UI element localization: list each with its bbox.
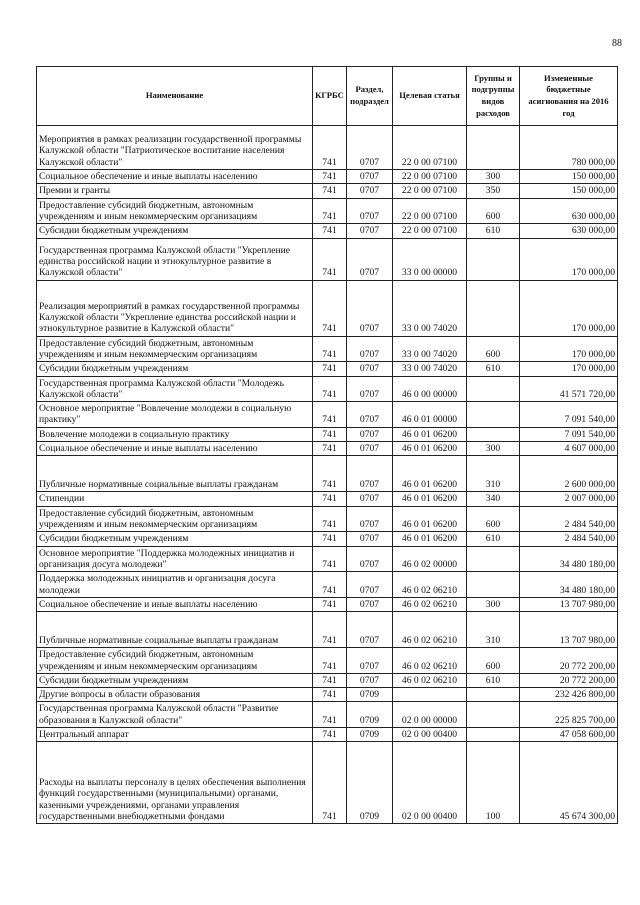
cell-section: 0707 [347,184,393,198]
cell-group: 600 [467,336,520,362]
table-row [37,728,618,742]
cell-amount: 150 000,00 [520,170,618,184]
cell-name: Социальное обеспечение и иные выплаты населению [37,170,313,184]
table-row [37,376,618,402]
cell-amount: 20 772 200,00 [520,673,618,687]
cell-kgrbs: 741 [313,184,347,198]
cell-group [467,126,520,170]
cell-kgrbs: 741 [313,224,347,238]
table-row [37,362,618,376]
cell-section: 0707 [347,198,393,224]
cell-section: 0707 [347,597,393,611]
cell-kgrbs: 741 [313,402,347,428]
cell-target: 33 0 00 74020 [393,280,467,336]
cell-amount: 47 058 600,00 [520,728,618,742]
cell-kgrbs: 741 [313,238,347,280]
cell-group [467,728,520,742]
cell-group: 610 [467,532,520,546]
cell-target: 33 0 00 00000 [393,238,467,280]
cell-name: Стипендии [37,492,313,506]
cell-section: 0707 [347,572,393,598]
table-row [37,492,618,506]
cell-target: 46 0 01 06200 [393,442,467,456]
cell-name: Основное мероприятие "Вовлечение молодежи в социальную практику" [37,402,313,428]
cell-target: 22 0 00 07100 [393,198,467,224]
cell-group [467,376,520,402]
cell-section: 0707 [347,456,393,492]
cell-amount: 225 825 700,00 [520,702,618,728]
cell-kgrbs: 741 [313,673,347,687]
cell-group: 610 [467,673,520,687]
cell-kgrbs: 741 [313,742,347,824]
table-row [37,612,618,648]
cell-kgrbs: 741 [313,728,347,742]
cell-name: Вовлечение молодежи в социальную практику [37,427,313,441]
cell-target: 46 0 01 06200 [393,492,467,506]
cell-name: Субсидии бюджетным учреждениям [37,673,313,687]
cell-target: 46 0 01 06200 [393,532,467,546]
cell-target: 46 0 02 06210 [393,648,467,674]
cell-kgrbs: 741 [313,688,347,702]
cell-section: 0709 [347,702,393,728]
cell-name: Государственная программа Калужской области "Молодежь Калужской области" [37,376,313,402]
cell-section: 0707 [347,612,393,648]
table-row [37,280,618,336]
cell-target: 02 0 00 00400 [393,728,467,742]
cell-name: Реализация мероприятий в рамках государственной программы Калужской области "Укрепление единства российской нации и этнокультурное развитие в Калужской области" [37,280,313,336]
cell-kgrbs: 741 [313,492,347,506]
cell-group: 300 [467,442,520,456]
header-name: Наименование [37,67,313,126]
cell-kgrbs: 741 [313,572,347,598]
cell-section: 0707 [347,224,393,238]
table-row [37,427,618,441]
cell-kgrbs: 741 [313,456,347,492]
table-row [37,572,618,598]
table-row [37,688,618,702]
cell-group [467,572,520,598]
table-row [37,224,618,238]
cell-target: 22 0 00 07100 [393,184,467,198]
cell-kgrbs: 741 [313,648,347,674]
cell-target: 46 0 01 06200 [393,506,467,532]
table-row [37,648,618,674]
cell-group: 610 [467,224,520,238]
cell-section: 0709 [347,742,393,824]
cell-group [467,427,520,441]
cell-kgrbs: 741 [313,546,347,572]
cell-kgrbs: 741 [313,702,347,728]
cell-kgrbs: 741 [313,280,347,336]
cell-name: Предоставление субсидий бюджетным, автономным учреждениям и иным некоммерческим организациям [37,198,313,224]
cell-section: 0707 [347,336,393,362]
cell-name: Предоставление субсидий бюджетным, автономным учреждениям и иным некоммерческим организациям [37,506,313,532]
cell-name: Расходы на выплаты персоналу в целях обеспечения выполнения функций государственными (муниципальными) органами, казенными учреждениями, органами управления государственными внебюджетными фондами [37,742,313,824]
cell-group [467,546,520,572]
cell-name: Государственная программа Калужской области "Укрепление единства российской нации и этнокультурное развитие в Калужской области" [37,238,313,280]
table-row [37,673,618,687]
cell-name: Основное мероприятие "Поддержка молодежных инициатив и организация досуга молодежи" [37,546,313,572]
cell-target: 46 0 02 06210 [393,612,467,648]
cell-kgrbs: 741 [313,427,347,441]
cell-group: 310 [467,456,520,492]
cell-target: 02 0 00 00000 [393,702,467,728]
cell-kgrbs: 741 [313,126,347,170]
cell-amount: 20 772 200,00 [520,648,618,674]
table-row [37,546,618,572]
cell-name: Предоставление субсидий бюджетным, автономным учреждениям и иным некоммерческим организациям [37,648,313,674]
cell-name: Социальное обеспечение и иные выплаты населению [37,597,313,611]
cell-kgrbs: 741 [313,376,347,402]
header-amount: Измененные бюджетные асигнования на 2016 год [520,67,618,126]
cell-target: 46 0 02 06210 [393,572,467,598]
cell-group: 600 [467,506,520,532]
header-group: Группы и подгруппы видов расходов [467,67,520,126]
cell-target: 46 0 01 00000 [393,402,467,428]
cell-target: 22 0 00 07100 [393,126,467,170]
table-row [37,506,618,532]
cell-amount: 780 000,00 [520,126,618,170]
cell-name: Предоставление субсидий бюджетным, автономным учреждениям и иным некоммерческим организациям [37,336,313,362]
cell-name: Публичные нормативные социальные выплаты гражданам [37,612,313,648]
cell-section: 0707 [347,126,393,170]
cell-section: 0707 [347,170,393,184]
cell-name: Государственная программа Калужской области "Развитие образования в Калужской области" [37,702,313,728]
cell-section: 0707 [347,506,393,532]
budget-table [36,66,618,824]
cell-amount: 232 426 800,00 [520,688,618,702]
cell-group: 600 [467,198,520,224]
cell-section: 0707 [347,402,393,428]
cell-amount: 41 571 720,00 [520,376,618,402]
cell-group [467,702,520,728]
table-row [37,402,618,428]
cell-target: 46 0 02 00000 [393,546,467,572]
cell-amount: 13 707 980,00 [520,597,618,611]
cell-name: Публичные нормативные социальные выплаты гражданам [37,456,313,492]
table-row [37,184,618,198]
table-row [37,456,618,492]
cell-section: 0707 [347,376,393,402]
cell-section: 0707 [347,280,393,336]
cell-group: 350 [467,184,520,198]
cell-name: Социальное обеспечение и иные выплаты населению [37,442,313,456]
cell-amount: 45 674 300,00 [520,742,618,824]
cell-group: 310 [467,612,520,648]
cell-amount: 170 000,00 [520,238,618,280]
cell-target: 22 0 00 07100 [393,170,467,184]
cell-target: 33 0 00 74020 [393,336,467,362]
cell-kgrbs: 741 [313,442,347,456]
cell-target: 02 0 00 00400 [393,742,467,824]
cell-kgrbs: 741 [313,612,347,648]
cell-amount: 630 000,00 [520,198,618,224]
table-row [37,238,618,280]
cell-amount: 13 707 980,00 [520,612,618,648]
cell-name: Премии и гранты [37,184,313,198]
table-row [37,442,618,456]
table-row [37,702,618,728]
table-header-row [37,67,618,126]
cell-amount: 2 007 000,00 [520,492,618,506]
cell-kgrbs: 741 [313,532,347,546]
cell-amount: 7 091 540,00 [520,402,618,428]
cell-amount: 170 000,00 [520,280,618,336]
cell-group [467,238,520,280]
cell-group: 100 [467,742,520,824]
cell-section: 0707 [347,648,393,674]
table-row [37,336,618,362]
cell-kgrbs: 741 [313,198,347,224]
header-target: Целевая статья [393,67,467,126]
cell-section: 0707 [347,546,393,572]
cell-target: 46 0 02 06210 [393,673,467,687]
cell-section: 0707 [347,427,393,441]
table-row [37,597,618,611]
cell-amount: 2 600 000,00 [520,456,618,492]
cell-amount: 4 607 000,00 [520,442,618,456]
cell-amount: 150 000,00 [520,184,618,198]
table-row [37,126,618,170]
cell-name: Поддержка молодежных инициатив и организация досуга молодежи [37,572,313,598]
cell-amount: 34 480 180,00 [520,572,618,598]
cell-target: 46 0 01 06200 [393,456,467,492]
cell-target: 33 0 00 74020 [393,362,467,376]
cell-target: 46 0 02 06210 [393,597,467,611]
page-number: 88 [612,38,622,49]
cell-group: 300 [467,597,520,611]
cell-group [467,280,520,336]
cell-section: 0707 [347,442,393,456]
cell-amount: 2 484 540,00 [520,532,618,546]
cell-amount: 2 484 540,00 [520,506,618,532]
cell-target: 46 0 00 00000 [393,376,467,402]
cell-kgrbs: 741 [313,170,347,184]
cell-group [467,688,520,702]
cell-kgrbs: 741 [313,597,347,611]
header-kgrbs: КГРБС [313,67,347,126]
cell-group: 340 [467,492,520,506]
cell-name: Другие вопросы в области образования [37,688,313,702]
cell-amount: 34 480 180,00 [520,546,618,572]
table-row [37,198,618,224]
cell-kgrbs: 741 [313,362,347,376]
table-row [37,532,618,546]
cell-group: 300 [467,170,520,184]
cell-name: Мероприятия в рамках реализации государственной программы Калужской области "Патриотическое воспитание населения Калужской области" [37,126,313,170]
cell-kgrbs: 741 [313,336,347,362]
cell-section: 0709 [347,728,393,742]
cell-name: Субсидии бюджетным учреждениям [37,224,313,238]
cell-amount: 7 091 540,00 [520,427,618,441]
cell-section: 0707 [347,532,393,546]
cell-section: 0707 [347,238,393,280]
cell-group [467,402,520,428]
cell-kgrbs: 741 [313,506,347,532]
cell-name: Центральный аппарат [37,728,313,742]
cell-target: 46 0 01 06200 [393,427,467,441]
cell-name: Субсидии бюджетным учреждениям [37,532,313,546]
table-row [37,170,618,184]
cell-section: 0707 [347,362,393,376]
table-row [37,742,618,824]
cell-target [393,688,467,702]
cell-section: 0709 [347,688,393,702]
header-section: Раздел, подраздел [347,67,393,126]
cell-group: 600 [467,648,520,674]
cell-section: 0707 [347,673,393,687]
cell-target: 22 0 00 07100 [393,224,467,238]
cell-name: Субсидии бюджетным учреждениям [37,362,313,376]
cell-section: 0707 [347,492,393,506]
cell-amount: 630 000,00 [520,224,618,238]
cell-amount: 170 000,00 [520,336,618,362]
cell-amount: 170 000,00 [520,362,618,376]
cell-group: 610 [467,362,520,376]
